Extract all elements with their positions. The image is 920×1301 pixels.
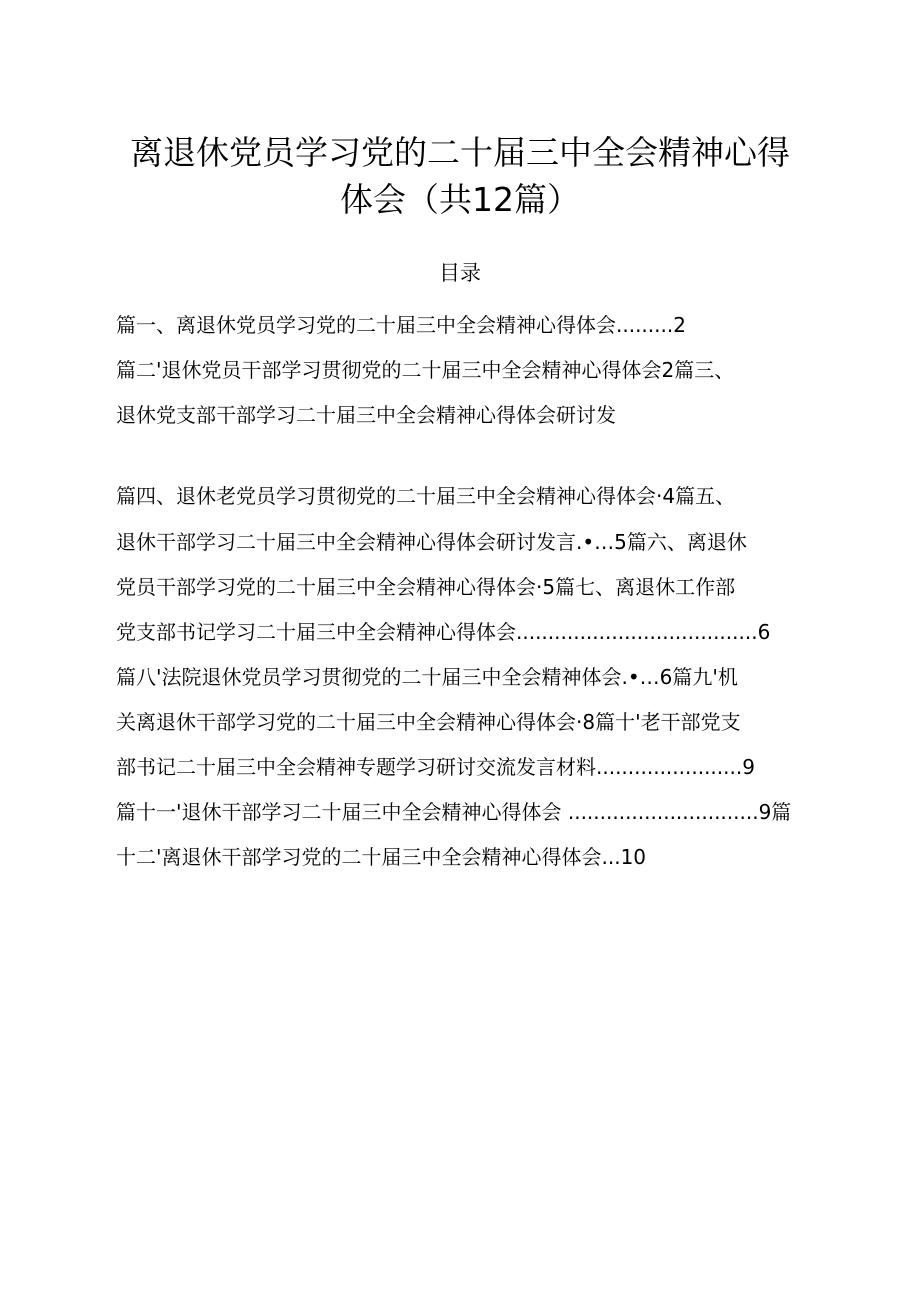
- toc-line: 退休党支部干部学习二十届三中全会精神心得体会研讨发: [116, 403, 616, 427]
- toc-line: 篇十一'退休干部学习二十届三中全会精神心得体会 ..............................9篇: [116, 800, 792, 824]
- document-title-line-1: 离退休党员学习党的二十届三中全会精神心得: [130, 133, 790, 172]
- toc-line: 党支部书记学习二十届三中全会精神心得体会......................................6: [116, 620, 771, 644]
- toc-heading: 目录: [439, 261, 481, 285]
- toc-line: 关离退休干部学习党的二十届三中全会精神心得体会·8篇十'老干部党支: [116, 710, 741, 734]
- toc-line: 篇一、离退休党员学习党的二十届三中全会精神心得体会.........2: [116, 313, 686, 337]
- toc-line: 十二'离退休干部学习党的二十届三中全会精神心得体会...10: [116, 845, 647, 869]
- toc-line: 篇四、退休老党员学习贯彻党的二十届三中全会精神心得体会·4篇五、: [116, 484, 736, 508]
- toc-line: 篇二'退休党员干部学习贯彻党的二十届三中全会精神心得体会2篇三、: [116, 358, 735, 382]
- toc-line: 退休干部学习二十届三中全会精神心得体会研讨发言.•…5篇六、离退休: [116, 530, 747, 554]
- toc-line: 篇八'法院退休党员学习贯彻党的二十届三中全会精神体会.•…6篇九'机: [116, 665, 738, 689]
- toc-line: 部书记二十届三中全会精神专题学习研讨交流发言材料.......................9: [116, 755, 755, 779]
- toc-line: 党员干部学习党的二十届三中全会精神心得体会·5篇七、离退休工作部: [116, 575, 736, 599]
- document-title-line-2: 体会（共12篇）: [340, 180, 580, 219]
